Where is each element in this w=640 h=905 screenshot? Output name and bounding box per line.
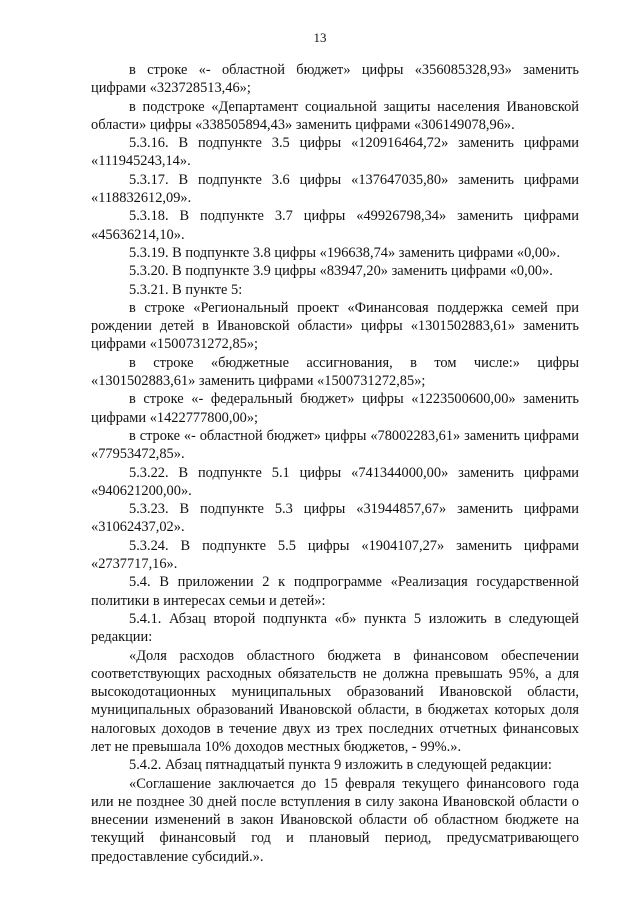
paragraph-5-3-17: 5.3.17. В подпункте 3.6 цифры «137647035,80» заменить цифрами «118832612,09». — [91, 171, 579, 207]
paragraph-federal-budget-line: в строке «- федеральный бюджет» цифры «1223500600,00» заменить цифрами «1422777800,00»; — [91, 391, 579, 426]
paragraph-5-3-19: 5.3.19. В подпункте 3.8 цифры «196638,74» заменить цифрами «0,00». — [129, 244, 561, 261]
paragraph-quoted-agreement: «Соглашение заключается до 15 февраля текущего финансового года или не позднее 30 дней после вступления в силу закона Ивановской области о внесении изменений в закон Ивановской области об областном бюджете на текущий финансовый год и плановый период, предусматривающего предоставление субсидий.». — [91, 775, 579, 865]
paragraph-5-3-22: 5.3.22. В подпункте 5.1 цифры «741344000,00» заменить цифрами «940621200,00». — [91, 464, 579, 499]
paragraph-5-4-1: 5.4.1. Абзац второй подпункта «б» пункта 5 изложить в следующей редакции: — [91, 610, 579, 646]
paragraph-regional-budget-line: в строке «- областной бюджет» цифры «356085328,93» заменить цифрами «323728513,46»; — [91, 62, 579, 97]
paragraph-quoted-expense-share: «Доля расходов областного бюджета в финансовом обеспечении соответствующих расходных обязательств не должна превышать 95%, а для высокодотационных муниципальных образований Ивановской области, муниципальных образований Ивановской области, в бюджетах которых доля налоговых доходов в течение двух из трех последних отчетных финансовых лет не превышала 10% доходов местных бюджетов, - 99%.». — [91, 647, 579, 755]
paragraph-5-4: 5.4. В приложении 2 к подпрограмме «Реализация государственной политики в интересах семьи и детей»: — [91, 574, 579, 609]
paragraph-regional-project-line: в строке «Региональный проект «Финансовая поддержка семей при рождении детей в Ивановской области» цифры «1301502883,61» заменить цифрами «1500731272,85»; — [91, 299, 579, 353]
paragraph-regional-budget-line-2: в строке «- областной бюджет» цифры «78002283,61» заменить цифрами «77953472,85». — [91, 427, 579, 463]
paragraph-5-3-23: 5.3.23. В подпункте 5.3 цифры «31944857,67» заменить цифрами «31062437,02». — [91, 501, 579, 536]
paragraph-5-3-16: 5.3.16. В подпункте 3.5 цифры «120916464,72» заменить цифрами «111945243,14». — [91, 135, 579, 170]
page-number: 13 — [313, 30, 327, 45]
paragraph-5-3-24: 5.3.24. В подпункте 5.5 цифры «1904107,27» заменить цифрами «2737717,16». — [91, 537, 579, 573]
paragraph-5-3-21: 5.3.21. В пункте 5: — [129, 281, 243, 298]
paragraph-5-3-20: 5.3.20. В подпункте 3.9 цифры «83947,20» заменить цифрами «0,00». — [129, 263, 553, 280]
paragraph-budget-allocations-line: в строке «бюджетные ассигнования, в том числе:» цифры «1301502883,61» заменить цифрами «1500731272,85»; — [91, 354, 579, 390]
document-body — [91, 61, 579, 866]
paragraph-social-protection-department: в подстроке «Департамент социальной защиты населения Ивановской области» цифры «338505894,43» заменить цифрами «306149078,96». — [91, 98, 579, 133]
paragraph-5-4-2: 5.4.2. Абзац пятнадцатый пункта 9 изложить в следующей редакции: — [129, 757, 552, 774]
paragraph-5-3-18: 5.3.18. В подпункте 3.7 цифры «49926798,34» заменить цифрами «45636214,10». — [91, 208, 579, 243]
